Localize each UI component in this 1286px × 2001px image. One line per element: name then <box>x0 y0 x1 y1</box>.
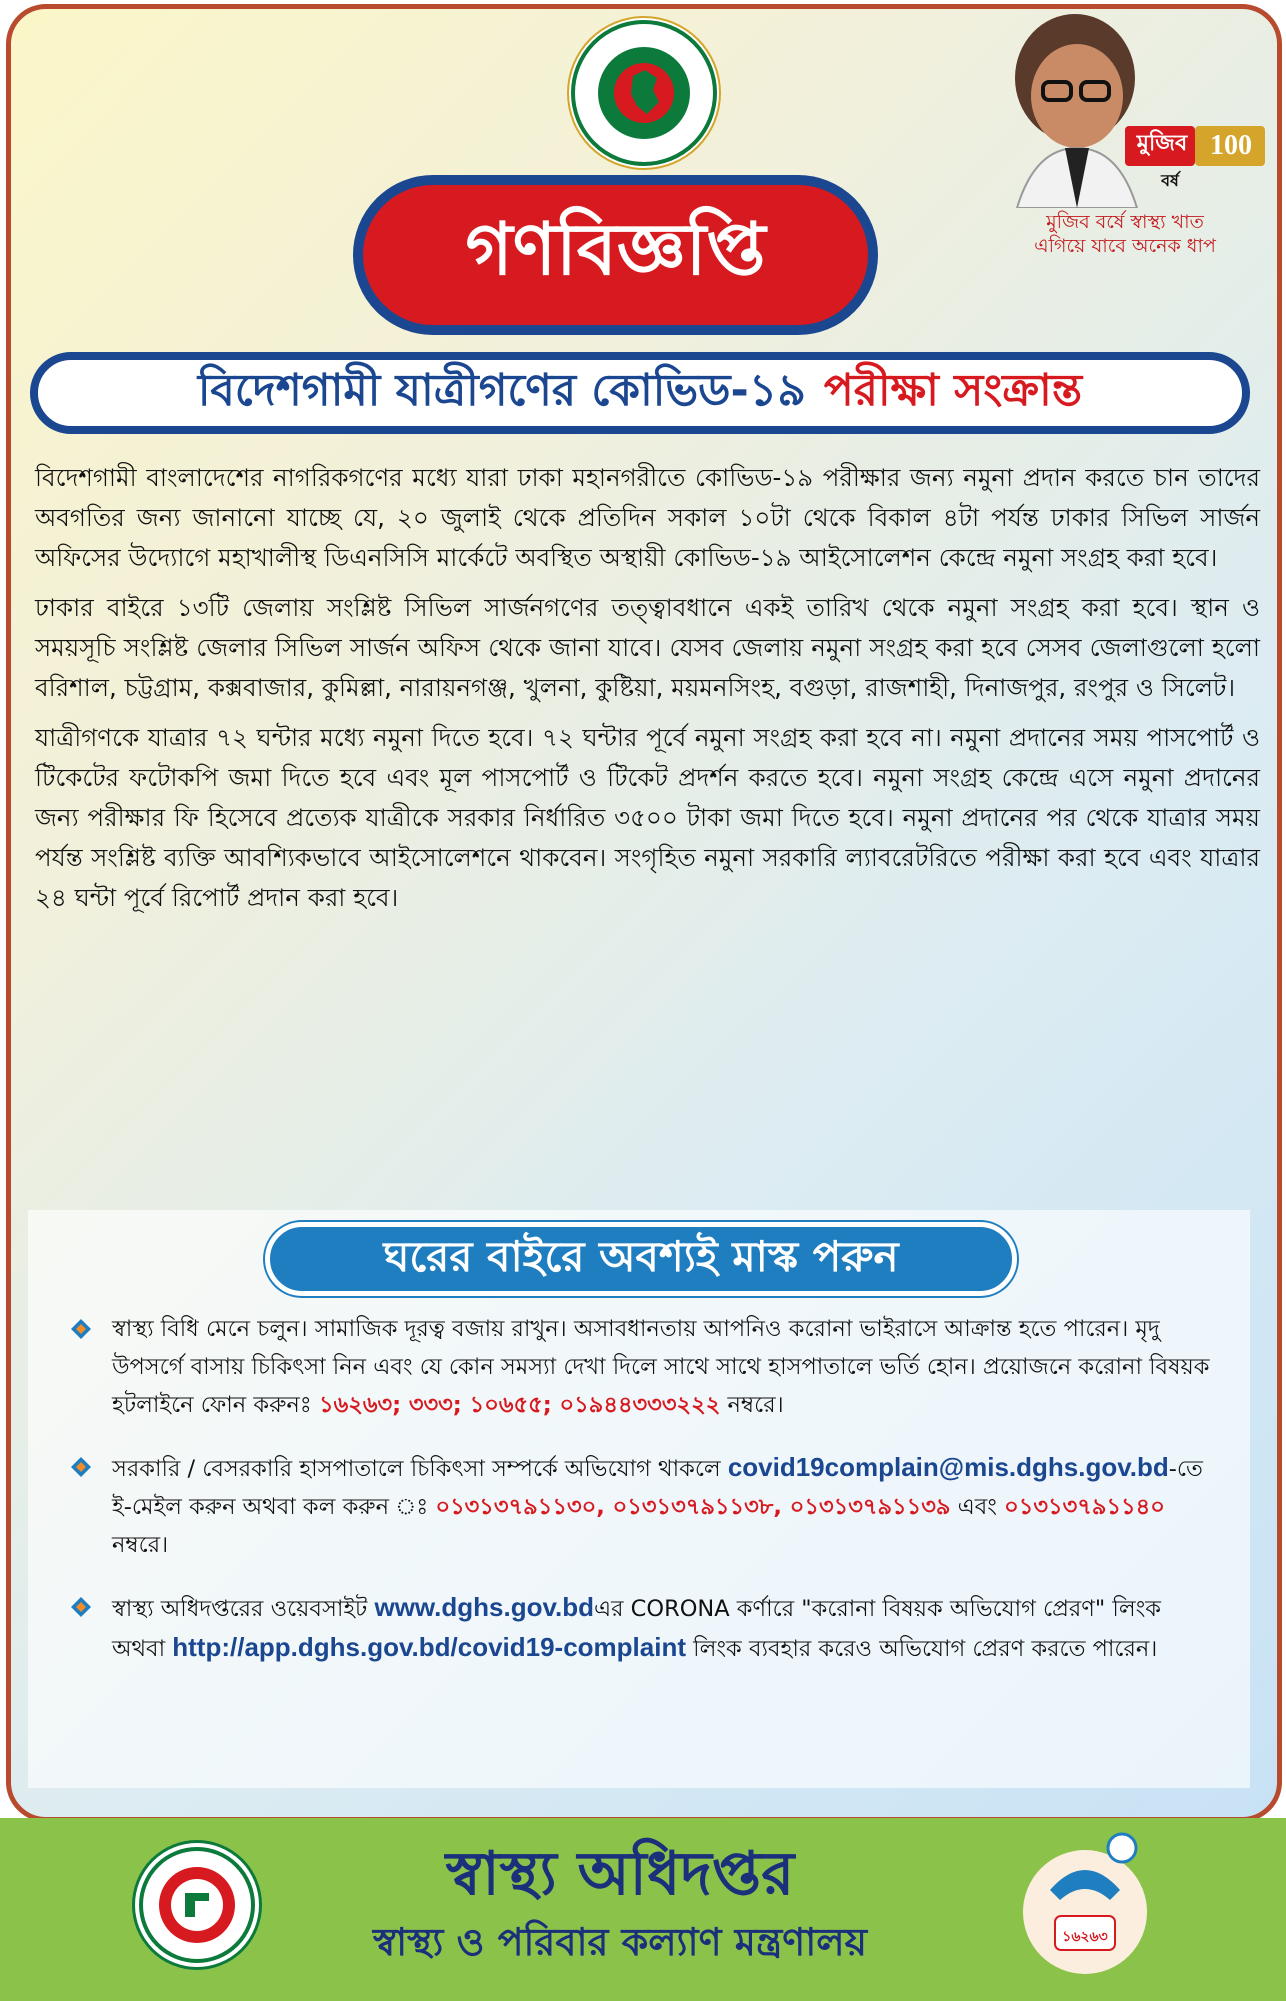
diamond-bullet-icon <box>70 1456 92 1478</box>
footer-title: স্বাস্থ্য অধিদপ্তর <box>445 1839 795 1909</box>
complaint-email-link[interactable]: covid19complain@mis.dghs.gov.bd <box>727 1452 1169 1482</box>
government-seal-icon <box>575 24 713 162</box>
badge-caption-line1: মুজিব বর্ষে স্বাস্থ্য খাত <box>1046 211 1204 233</box>
hotline-logo <box>1010 1820 1160 1990</box>
list-item <box>64 1448 1214 1564</box>
hotline-number: ১৬২৬৩ <box>1062 1929 1108 1945</box>
complaint-last-number: ০১৩১৩৭৯১১৪০ <box>1004 1494 1165 1520</box>
main-title: গণবিজ্ঞপ্তি <box>353 175 878 335</box>
bullet3-mid: এর CORONA কর্ণারে "করোনা বিষয়ক অভিযোগ প্রেরণ" লিংক অথবা <box>112 1596 1162 1662</box>
dghs-emblem-icon <box>135 1843 259 1967</box>
paragraph-3: যাত্রীগণকে যাত্রার ৭২ ঘন্টার মধ্যে নমুনা দিতে হবে। ৭২ ঘন্টার পূর্বে নমুনা সংগ্রহ করা হবে না। নমুনা প্রদানের সময় পাসপোর্ট ও টিকেটের ফটোকপি জমা দিতে হবে এবং মূল পাসপোর্ট ও টিকেট প্রদর্শন করতে হবে। নমুনা সংগ্রহ কেন্দ্রে এসে নমুনা প্রদানের জন্য পরীক্ষার ফি হিসেবে প্রত্যেক যাত্রীকে সরকার নির্ধারিত ৩৫০০ টাকা জমা দিতে হবে। নমুনা প্রদানের পর থেকে যাত্রার সময় পর্যন্ত সংশ্লিষ্ট ব্যক্তি আবশ্যিকভাবে আইসোলেশনে থাকবেন। সংগৃহিত নমুনা সরকারি ল্যাবরেটরিতে পরীক্ষা করা হবে এবং যাত্রার ২৪ ঘন্টা পূর্বে রিপোর্ট প্রদান করা হবে। <box>35 723 1260 912</box>
government-seal-logo <box>571 20 717 166</box>
bullet1-suffix: নম্বরে। <box>727 1392 784 1418</box>
paragraph-2: ঢাকার বাইরে ১৩টি জেলায় সংশ্লিষ্ট সিভিল সার্জনগণের তত্ত্বাবধানে একই তারিখ থেকে নমুনা সংগ্রহ করা হবে। স্থান ও সময়সূচি সংশ্লিষ্ট জেলার সিভিল সার্জন অফিস থেকে জানা যাবে। যেসব জেলায় নমুনা সংগ্রহ করা হবে সেসব জেলাগুলো হলো বরিশাল, চট্টগ্রাম, কক্সবাজার, কুমিল্লা, নারায়নগঞ্জ, খুলনা, কুষ্টিয়া, ময়মনসিংহ, বগুড়া, রাজশাহী, দিনাজপুর, রংপুর ও সিলেট। <box>35 593 1260 702</box>
diamond-bullet-icon <box>70 1596 92 1618</box>
bullet2-text: সরকারি / বেসরকারি হাসপাতালে চিকিৎসা সম্পর্কে অভিযোগ থাকলে <box>112 1456 721 1482</box>
badge-number: 100 <box>1210 130 1252 161</box>
hotline-emblem-icon <box>1010 1820 1160 1990</box>
list-item <box>64 1588 1214 1668</box>
bullet2-and: এবং <box>957 1494 997 1520</box>
bullet3-suffix: লিংক ব্যবহার করেও অভিযোগ প্রেরণ করতে পারেন। <box>693 1636 1158 1662</box>
badge-word: মুজিব <box>1136 131 1188 156</box>
mujib-year-badge <box>995 8 1265 208</box>
list-item <box>64 1310 1214 1424</box>
complaint-phone-numbers: ০১৩১৩৭৯১১৩০, ০১৩১৩৭৯১১৩৮, ০১৩১৩৭৯১১৩৯ <box>435 1494 951 1520</box>
diamond-bullet-icon <box>70 1318 92 1340</box>
footer-subtitle: স্বাস্থ্য ও পরিবার কল্যাণ মন্ত্রণালয় <box>373 1920 867 1964</box>
hotline-numbers: ১৬২৬৩; ৩৩৩; ১০৬৫৫; ০১৯৪৪৩৩৩২২২ <box>318 1392 721 1418</box>
notice-body <box>35 458 1260 928</box>
bullet2-mid: -তে ই-মেইল করুন অথবা কল করুন ঃ <box>112 1456 1203 1520</box>
badge-caption-line2: এগিয়ে যাবে অনেক ধাপ <box>1034 235 1216 257</box>
subtitle-banner <box>30 352 1250 434</box>
bullet1-text: স্বাস্থ্য বিধি মেনে চলুন। সামাজিক দূরত্ব বজায় রাখুন। অসাবধানতায় আপনিও করোনা ভাইরাসে আক্রান্ত হতে পারেন। মৃদু উপসর্গে বাসায় চিকিৎসা নিন এবং যে কোন সমস্যা দেখা দিলে সাথে সাথে হাসপাতালে ভর্তি হোন। প্রয়োজনে করোনা বিষয়ক হটলাইনে ফোন করুনঃ <box>112 1316 1210 1418</box>
bullet2-suffix: নম্বরে। <box>112 1532 169 1558</box>
badge-subword: বর্ষ <box>1161 171 1179 190</box>
badge-caption <box>980 210 1270 258</box>
website-link[interactable]: www.dghs.gov.bd <box>374 1592 595 1622</box>
subtitle-part1: বিদেশগামী যাত্রীগণের কোভিড-১৯ <box>197 364 806 416</box>
paragraph-1: বিদেশগামী বাংলাদেশের নাগরিকগণের মধ্যে যারা ঢাকা মহানগরীতে কোভিড-১৯ পরীক্ষার জন্য নমুনা প্রদান করতে চান তাদের অবগতির জন্য জানানো যাচ্ছে যে, ২০ জুলাই থেকে প্রতিদিন সকাল ১০টা থেকে বিকাল ৪টা পর্যন্ত ঢাকার সিভিল সার্জন অফিসের উদ্যোগে মহাখালীস্থ ডিএনসিসি মার্কেটে অবস্থিত অস্থায়ী কোভিড-১৯ আইসোলেশন কেন্দ্রে নমুনা সংগ্রহ করা হবে। <box>35 463 1260 572</box>
advice-list <box>64 1310 1214 1692</box>
subtitle-part2: পরীক্ষা সংক্রান্ত <box>823 364 1083 416</box>
complaint-portal-link[interactable]: http://app.dghs.gov.bd/covid19-complaint <box>172 1632 687 1662</box>
portrait-illustration-icon <box>995 8 1265 208</box>
mask-title: ঘরের বাইরে অবশ্যই মাস্ক পরুন <box>265 1222 1017 1296</box>
dghs-logo <box>132 1840 262 1970</box>
bullet3-prefix: স্বাস্থ্য অধিদপ্তরের ওয়েবসাইট <box>112 1596 368 1622</box>
